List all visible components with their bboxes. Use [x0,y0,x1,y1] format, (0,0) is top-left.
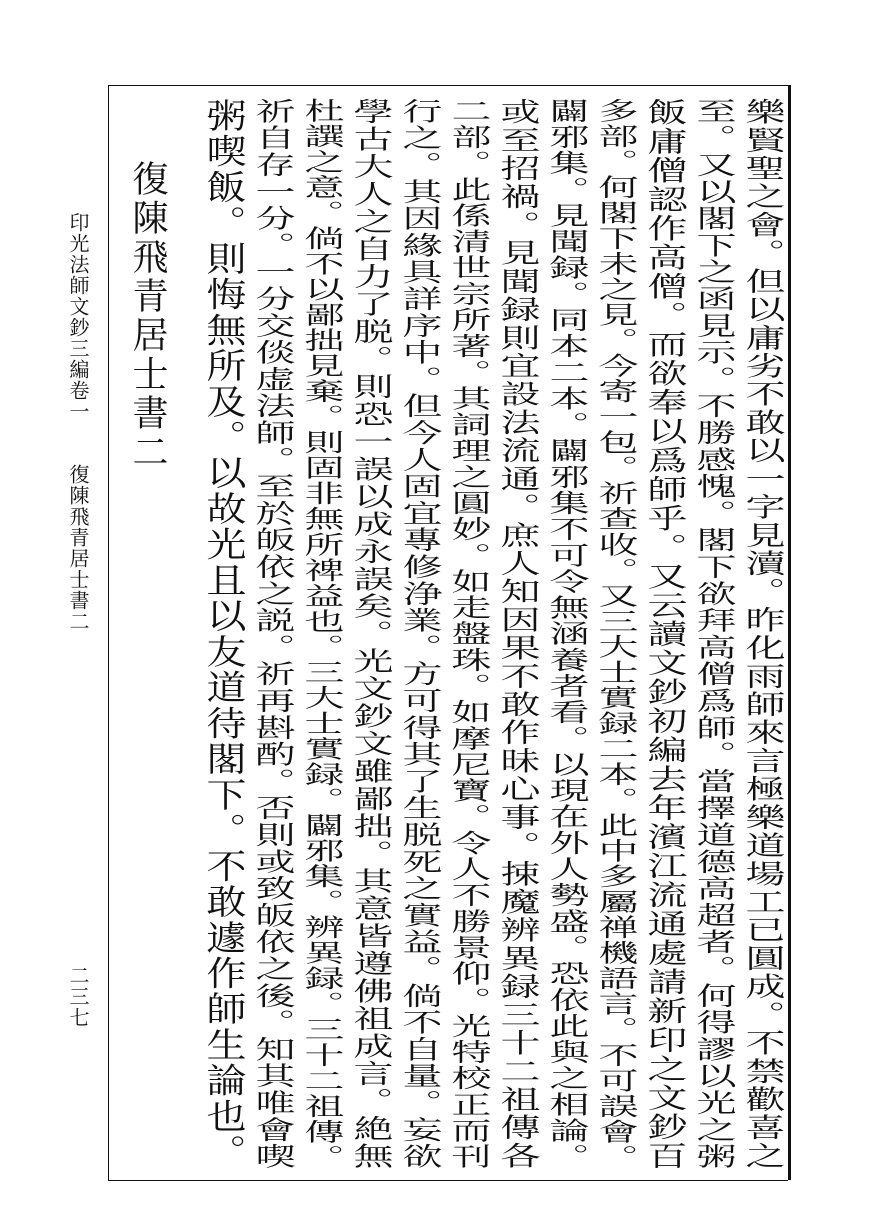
text-column-11: 祈自存一分。一分交倓虚法師。至於皈依之説。祈再斟酌。否則或致皈依之後。知其唯會喫 [249,98,295,1171]
text-column-6: 或至招禍。見聞録則宜設法流通。庶人知因果不敢作昧心事。捒魔辨異録三十二祖傳各 [494,98,540,1171]
text-column-5: 闢邪集。見聞録。同本二本。闢邪集不可令無涵養者看。以現在外人勢盛。恐依此與之相論。 [543,98,589,1170]
text-column-3: 飯庸僧認作高僧。而欲奉以爲師乎。又云讀文鈔初編去年濱江流通處請新印之文鈔百 [641,98,687,1171]
text-column-9: 學古大人之自力了脱。則恐一誤以成永誤矣。光文鈔文雖鄙拙。其意皆遵佛祖成言。絶無 [347,98,393,1171]
text-column-4: 多部。何閣下未之見。今寄一包。祈查收。又三大士實録二本。此中多屬禅機語言。不可誤會。 [592,98,638,1171]
text-column-2: 至。又以閣下之函見示。不勝感愧。閣下欲拜高僧爲師。當擇道德高超者。何得謬以光之粥 [690,98,736,1171]
letter-title: 復陳飛青居士書二 [127,160,168,472]
text-column-7: 二部。此係清世宗所著。其詞理之圓妙。如走盤珠。如摩尼寶。令人不勝景仰。光特校正而刊 [445,98,491,1170]
page-number: 二三七 [66,965,90,1028]
text-column-10: 杜譔之意。倘不以鄙拙見棄。則固非無所禆益也。三大士實録。闢邪集。辨異録。三十二祖傳。 [298,98,344,1171]
text-column-1: 樂賢聖之會。但以庸劣不敢以一字見瀆。昨化雨師來言極樂道場工已圓成。不禁歡喜之 [739,98,785,1171]
frame-bottom-rule [108,1180,788,1181]
frame-right-rule [788,85,791,1180]
frame-gutter-rule [108,85,109,1180]
text-column-8: 行之。其因緣具詳序中。但今人固宜專修浄業。方可得其了生脱死之實益。倘不自量。妄欲 [396,98,442,1171]
frame-top-rule [108,85,788,86]
running-chapter-title: 復陳飛青居士書二 [66,464,90,632]
running-book-title: 印光法師文鈔三編卷一 [66,212,90,422]
text-column-12: 粥喫飯。則悔無所及。以故光且以友道待閣下。不敢遽作師生論也。 [200,98,246,1171]
